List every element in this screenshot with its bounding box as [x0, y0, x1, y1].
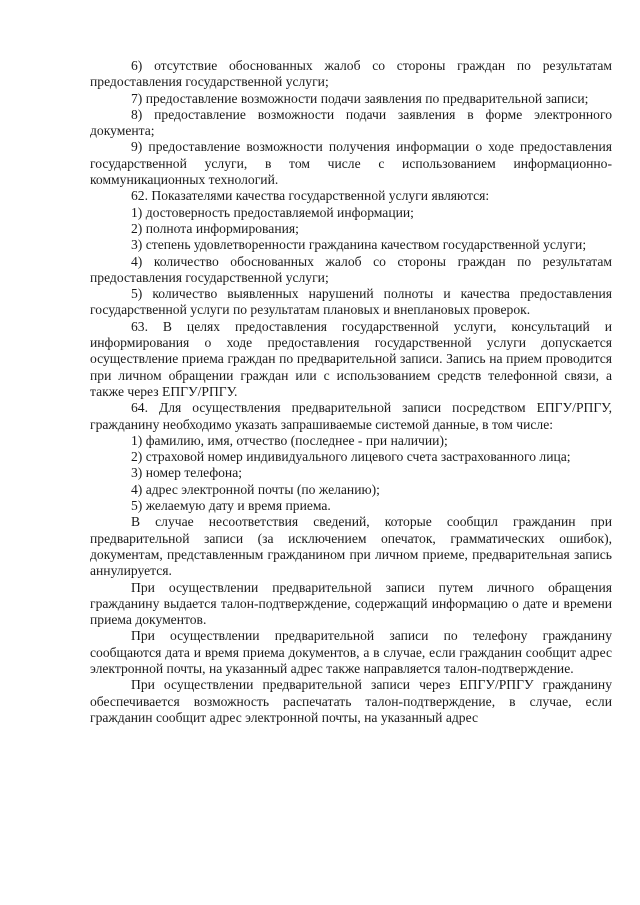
paragraph-item-9: 9) предоставление возможности получения информации о ходе предоставления государственной услуги, в том числе с использованием информационно-коммуникационных технологий.: [90, 139, 612, 188]
paragraph-item-7: 7) предоставление возможности подачи заявления по предварительной записи;: [131, 90, 589, 106]
paragraph-personal-visit: При осуществлении предварительной записи путем личного обращения гражданину выдается талон-подтверждение, содержащий информацию о дате и времени приема документов.: [90, 579, 612, 628]
paragraph-item-6: 6) отсутствие обоснованных жалоб со стороны граждан по результатам предоставления государственной услуги;: [90, 58, 612, 90]
required-data-2: 2) страховой номер индивидуального лицевого счета застрахованного лица;: [131, 449, 571, 465]
paragraph-item-8: 8) предоставление возможности подачи заявления в форме электронного документа;: [90, 106, 612, 139]
paragraph-mismatch-cancellation: В случае несоответствия сведений, которые сообщил гражданин при предварительной записи (за исключением опечаток, грамматических ошибок), документам, представленным гражданином при личном приеме, предварительная запись аннулируется.: [90, 514, 612, 579]
quality-indicator-5: 5) количество выявленных нарушений полноты и качества предоставления государственной услуги по результатам плановых и внеплановых проверок.: [90, 286, 612, 318]
required-data-3: 3) номер телефона;: [131, 465, 243, 481]
quality-indicator-1: 1) достоверность предоставляемой информации;: [131, 204, 414, 220]
paragraph-63: 63. В целях предоставления государственной услуги, консультаций и информирования о ходе предоставления государственной услуги допускается осуществление приема граждан по предварительной записи. Запись на прием проводится при личном обращении граждан или с использованием средств телефонной связи, а также через ЕПГУ/РПГУ.: [90, 318, 612, 399]
quality-indicator-3: 3) степень удовлетворенности гражданина качеством государственной услуги;: [131, 237, 587, 253]
paragraph-portal-booking: При осуществлении предварительной записи через ЕПГУ/РПГУ гражданину обеспечивается возможность распечатать талон-подтверждение, в случае, если гражданин сообщит адрес электронной почты, на указанный адрес: [90, 677, 612, 725]
required-data-5: 5) желаемую дату и время приема.: [131, 498, 331, 514]
document-page: [90, 58, 612, 726]
quality-indicator-4: 4) количество обоснованных жалоб со стороны граждан по результатам предоставления государственной услуги;: [90, 253, 612, 285]
required-data-1: 1) фамилию, имя, отчество (последнее - при наличии);: [131, 432, 448, 448]
paragraph-64: 64. Для осуществления предварительной записи посредством ЕПГУ/РПГУ, гражданину необходимо указать запрашиваемые системой данные, в том числе:: [90, 400, 612, 432]
paragraph-62-heading: 62. Показателями качества государственной услуги являются:: [131, 188, 490, 204]
required-data-4: 4) адрес электронной почты (по желанию);: [131, 481, 380, 497]
paragraph-phone-booking: При осуществлении предварительной записи по телефону гражданину сообщаются дата и время приема документов, а в случае, если гражданин сообщит адрес электронной почты, на указанный адрес также направляется талон-подтверждение.: [90, 628, 612, 676]
quality-indicator-2: 2) полнота информирования;: [131, 220, 299, 236]
